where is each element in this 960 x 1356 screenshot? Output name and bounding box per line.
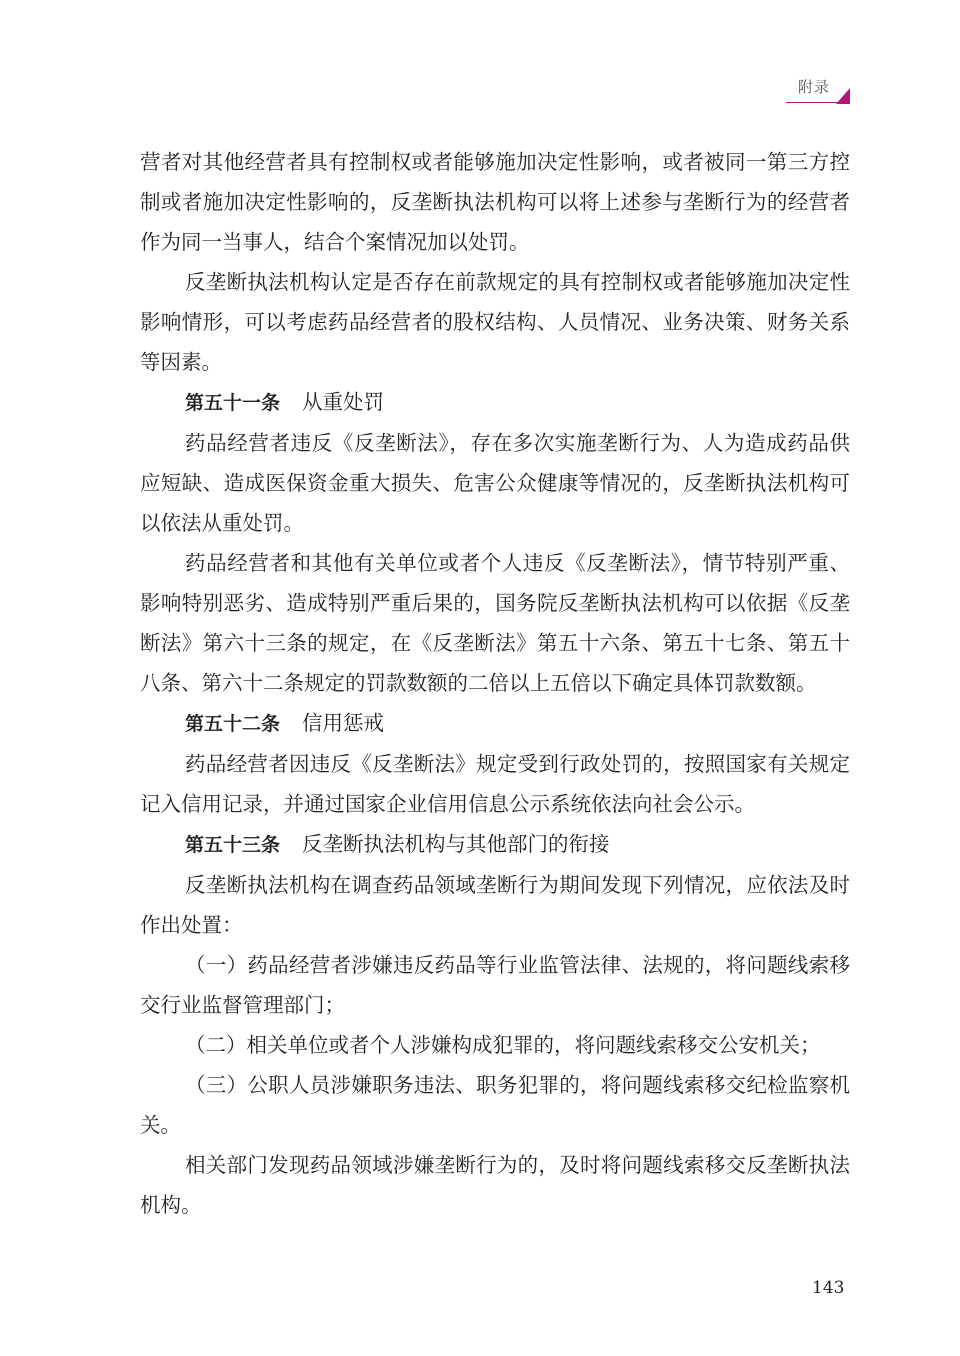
list-item: （一）药品经营者涉嫌违反药品等行业监管法律、法规的，将问题线索移交行业监督管理部门； [140, 953, 850, 1017]
article-number: 第五十二条 [185, 713, 281, 735]
article-heading-52 [140, 703, 850, 744]
article-title: 反垄断执法机构与其他部门的衔接 [302, 832, 610, 856]
article-number: 第五十三条 [185, 834, 281, 856]
paragraph: 药品经营者和其他有关单位或者个人违反《反垄断法》，情节特别严重、影响特别恶劣、造成特别严重后果的，国务院反垄断执法机构可以依据《反垄断法》第六十三条的规定，在《反垄断法》第五十六条、第五十七条、第五十八条、第六十二条规定的罚款数额的二倍以上五倍以下确定具体罚款数额。 [140, 551, 850, 695]
paragraph: 相关部门发现药品领域涉嫌垄断行为的，及时将问题线索移交反垄断执法机构。 [140, 1153, 850, 1217]
paragraph: 反垄断执法机构在调查药品领域垄断行为期间发现下列情况，应依法及时作出处置： [140, 873, 850, 937]
page-number: 143 [812, 1278, 845, 1298]
article-title: 从重处罚 [302, 390, 385, 414]
page-header [772, 76, 852, 106]
paragraph: 药品经营者因违反《反垄断法》规定受到行政处罚的，按照国家有关规定记入信用记录，并通过国家企业信用信息公示系统依法向社会公示。 [140, 752, 850, 816]
paragraph: 药品经营者违反《反垄断法》，存在多次实施垄断行为、人为造成药品供应短缺、造成医保资金重大损失、危害公众健康等情况的，反垄断执法机构可以依法从重处罚。 [140, 431, 850, 535]
article-heading-51 [140, 382, 850, 423]
document-body [140, 142, 850, 1225]
article-number: 第五十一条 [185, 392, 281, 414]
section-label: 附录 [797, 78, 830, 96]
paragraph: 营者对其他经营者具有控制权或者能够施加决定性影响，或者被同一第三方控制或者施加决定性影响的，反垄断执法机构可以将上述参与垄断行为的经营者作为同一当事人，结合个案情况加以处罚。 [140, 150, 850, 254]
article-heading-53 [140, 824, 850, 865]
paragraph: 反垄断执法机构认定是否存在前款规定的具有控制权或者能够施加决定性影响情形，可以考虑药品经营者的股权结构、人员情况、业务决策、财务关系等因素。 [140, 270, 850, 374]
article-title: 信用惩戒 [302, 711, 385, 735]
list-item: （三）公职人员涉嫌职务违法、职务犯罪的，将问题线索移交纪检监察机关。 [140, 1073, 850, 1137]
list-item: （二）相关单位或者个人涉嫌构成犯罪的，将问题线索移交公安机关； [185, 1033, 821, 1057]
header-divider [786, 102, 842, 103]
corner-triangle-icon [836, 88, 850, 104]
